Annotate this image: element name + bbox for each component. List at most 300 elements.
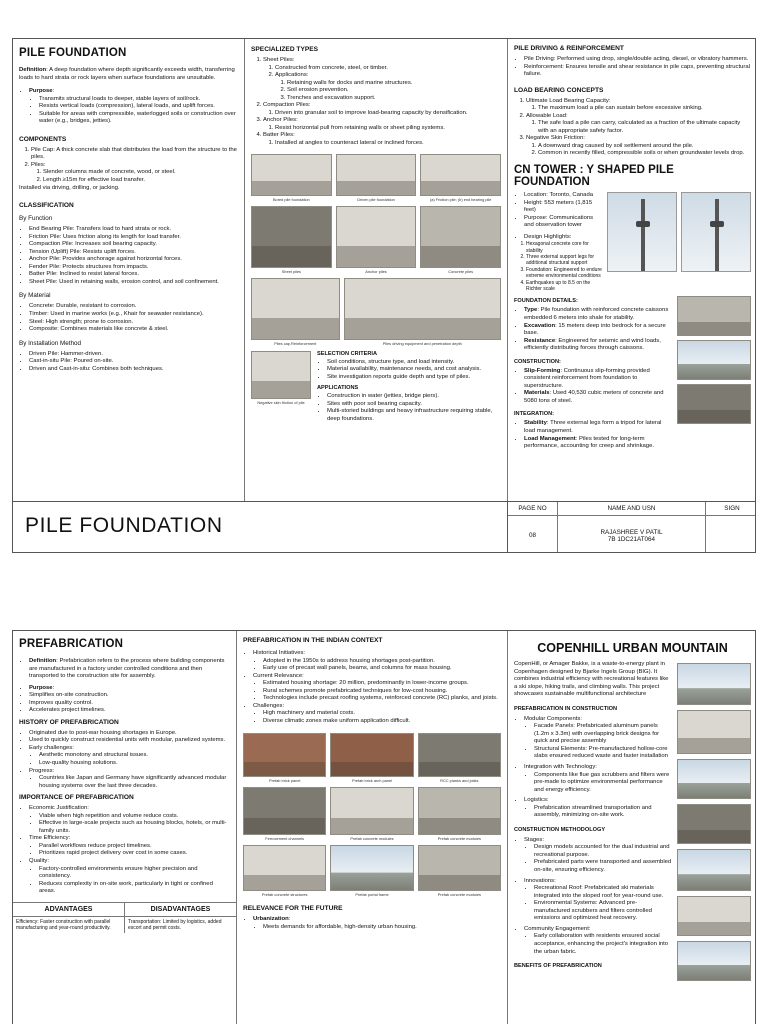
cn-tower-details <box>514 296 751 450</box>
copenhill-text <box>514 661 673 981</box>
components-list <box>19 147 238 185</box>
negative-skin-friction-image <box>251 351 311 399</box>
by-material-list <box>19 303 238 333</box>
list-item: • Originated due to post-war housing shortages in Europe. <box>29 730 230 738</box>
list-item: • Location: Toronto, Canada <box>524 192 603 200</box>
list-item: 3. Foundation: Engineered to endure extreme environmental conditions <box>526 267 603 280</box>
list-item: 1. Driven into granular soil to improve load-bearing capacity by densification. <box>275 110 501 118</box>
list-item: • Site investigation reports guide depth and type of piles. <box>327 374 501 382</box>
purpose-label: Purpose <box>29 88 53 95</box>
importance-list <box>19 805 230 896</box>
compaction-piles-label: Compaction Piles: <box>263 102 311 109</box>
tower-pod <box>710 221 724 227</box>
figure-caption: Prefab concrete modules <box>437 892 481 898</box>
sheet-piles-label: Sheet Piles: <box>263 57 295 63</box>
copenhill-exterior-photo <box>677 663 751 705</box>
figure <box>418 845 501 897</box>
figure <box>418 733 501 783</box>
list-item <box>29 745 230 768</box>
list-item <box>253 673 501 703</box>
selection-criteria-heading: SELECTION CRITERIA <box>317 350 377 357</box>
list-item: • Purpose: Communications and observation tower <box>524 215 603 230</box>
list-item: • Sites with poor soil bearing capacity. <box>327 401 501 409</box>
figure <box>418 787 501 841</box>
future-relevance-heading: RELEVANCE FOR THE FUTURE <box>243 905 343 913</box>
list-item: 1. Installed at angles to counteract lateral or inclined forces. <box>275 140 501 148</box>
list-item <box>524 420 673 435</box>
item-label: Stability <box>524 420 547 427</box>
list-item: • Rural schemes promote prefabricated techniques for low-cost housing. <box>263 688 501 696</box>
concrete-modules-photo-2 <box>418 787 501 835</box>
list-item: • Effective in large-scale projects such as housing blocks, hotels, or multi-family units. <box>39 820 230 835</box>
list-item <box>524 307 673 322</box>
figure <box>251 351 311 424</box>
foundation-details-heading: FOUNDATION DETAILS: <box>514 298 578 305</box>
list-item: • Batter Pile: Inclined to resist lateral forces. <box>29 271 238 279</box>
figure-caption: Piles driving equipment and penetration depth <box>382 340 462 346</box>
figure <box>243 733 326 783</box>
figure-caption: Prefab portal frame <box>355 892 389 898</box>
rcc-planks-photo <box>418 733 501 777</box>
list-item: • Environmental Systems: Advanced pre-manufactured scrubbers and filters controlled emissions and optimized heat recovery. <box>534 900 673 923</box>
section-diagram <box>677 896 751 936</box>
list-item: 1. Retaining walls for docks and marine structures. <box>287 80 501 88</box>
challenges-label: Challenges: <box>253 702 285 709</box>
title-block <box>13 501 756 553</box>
list-item: • Fender Pile: Protects structures from impacts. <box>29 264 238 272</box>
integration-list <box>514 420 673 450</box>
disadvantages-header: DISADVANTAGES <box>125 903 236 917</box>
prefab-column-2 <box>237 631 507 1024</box>
prefab-construction-list <box>514 716 673 820</box>
installation-note: Installed via driving, drilling, or jacking. <box>19 184 120 191</box>
list-item: • Driven Pile: Hammer-driven. <box>29 351 238 359</box>
caisson-photo <box>677 296 751 336</box>
list-item: • Resists vertical loads (compression), lateral loads, and uplift forces. <box>39 103 238 111</box>
student-name: RAJASHREE V PATIL <box>600 528 663 536</box>
concrete-piles-image <box>420 206 501 268</box>
figure <box>251 206 332 274</box>
list-item <box>29 858 230 896</box>
figure-caption: Prefab concrete structures <box>261 892 308 898</box>
student-usn: 7B 1DC21AT064 <box>607 535 656 543</box>
foundation-details-list <box>514 307 673 352</box>
integration-heading: INTEGRATION: <box>514 411 554 418</box>
list-item <box>263 132 501 147</box>
construction-list <box>514 368 673 406</box>
historical-label: Historical Initiatives: <box>253 650 306 656</box>
list-item <box>29 768 230 791</box>
list-item <box>524 716 673 761</box>
list-item: • Countries like Japan and Germany have significantly advanced modular housing systems over the last three decades. <box>39 775 230 790</box>
signature-cell <box>706 516 756 553</box>
list-item <box>263 102 501 117</box>
prefab-column-1 <box>13 631 237 1024</box>
list-item: • Parallel workflows reduce project timelines. <box>39 843 230 851</box>
selection-applications-block <box>251 351 501 424</box>
pile-photo-row-2 <box>251 206 501 274</box>
purpose-label: Purpose <box>29 684 53 691</box>
cn-tower-details-text <box>514 296 673 450</box>
list-item: • Suitable for areas with compressible, waterlogged soils or construction over water (e.g., bridges, jetties). <box>39 111 238 126</box>
list-item <box>524 338 673 353</box>
item-label: Excavation <box>524 322 556 329</box>
allowable-load-label: Allowable Load: <box>526 112 568 119</box>
item-text: : 15 meters deep into bedrock for a secure base. <box>524 322 666 337</box>
advantages-table <box>13 902 236 934</box>
figure-caption: Prefab concrete modules <box>437 836 481 842</box>
list-item: • Accelerates project timelines. <box>29 707 230 715</box>
advantages-text: Efficiency: Faster construction with parallel manufacturing and year-round productivity. <box>16 918 111 932</box>
brick-panel-photo <box>243 733 326 777</box>
negative-skin-friction-label: Negative Skin Friction: <box>526 135 585 142</box>
pile-column-3 <box>507 39 756 501</box>
ski-slope-photo <box>677 759 751 799</box>
list-item <box>524 764 673 794</box>
list-item: • Prefabrication streamlined transportation and assembly, minimizing on-site work. <box>534 805 673 820</box>
methodology-heading: CONSTRUCTION METHODOLOGY <box>514 826 606 833</box>
applications-label: Applications: <box>275 72 309 79</box>
name-usn-cell <box>558 516 706 553</box>
prefab-photo-row-3 <box>243 845 501 897</box>
list-item <box>29 805 230 835</box>
list-item: 2. Length ≥15m for effective load transfer. <box>43 177 238 185</box>
list-item: • Reduces complexity in on-site work, particularly in tight or confined areas. <box>39 881 230 896</box>
list-item: • Adopted in the 1950s to address housing shortages post-partition. <box>263 658 501 666</box>
figure <box>336 154 417 202</box>
community-label: Community Engagement: <box>524 925 591 932</box>
list-item <box>524 390 673 405</box>
list-item: • Soil conditions, structure type, and load intensity. <box>327 359 501 367</box>
pile-foundation-heading: PILE FOUNDATION <box>19 47 127 59</box>
list-item: 1. A downward drag caused by soil settlement around the pile. <box>538 143 751 151</box>
friction-pile-image <box>420 154 501 196</box>
construction-heading: CONSTRUCTION: <box>514 358 561 365</box>
cn-tower-heading: CN TOWER : Y SHAPED PILE FOUNDATION <box>514 164 674 189</box>
construction-photo <box>677 804 751 844</box>
prefabrication-heading: PREFABRICATION <box>19 638 124 650</box>
list-item: • Cast-in-situ Pile: Poured on-site. <box>29 358 238 366</box>
item-label: Materials <box>524 390 550 397</box>
list-item: • Early use of precast wall panels, beams, and columns for mass housing. <box>263 665 501 673</box>
list-item: • Recreational Roof: Prefabricated ski materials integrated into the sloped roof for year-round use. <box>534 885 673 900</box>
name-usn-label: NAME AND USN <box>558 502 706 516</box>
list-item: • Timber: Used in marine works (e.g., Khair for seawater resistance). <box>29 311 238 319</box>
copenhill-body <box>514 661 751 981</box>
applications-list <box>317 393 501 423</box>
definition-text: : Prefabrication refers to the process where building components are manufactured in a factory under controlled conditions and then transported to the construction site for assembly. <box>29 658 225 680</box>
list-item: • Viable when high repetition and volume reduce costs. <box>39 813 230 821</box>
importance-heading: IMPORTANCE OF PREFABRICATION <box>19 794 134 802</box>
load-bearing-list <box>514 98 751 158</box>
figure <box>420 206 501 274</box>
list-item: 1. Hexagonal concrete core for stability <box>526 241 603 254</box>
list-item: • Reinforcement: Ensures tensile and shear resistance in pile caps, preventing structural failure. <box>524 64 751 79</box>
list-item: • Concrete: Durable, resistant to corrosion. <box>29 303 238 311</box>
figure <box>330 845 413 897</box>
purpose-list <box>19 88 238 126</box>
load-bearing-heading: LOAD BEARING CONCEPTS <box>514 86 604 94</box>
figure <box>330 787 413 841</box>
slipform-photo <box>677 384 751 424</box>
figure-caption: Driven pile foundation <box>357 196 395 202</box>
list-item: • Improves quality control. <box>29 700 230 708</box>
history-list <box>19 730 230 790</box>
list-item: • Simplifies on-site construction. <box>29 692 230 700</box>
list-item: • Diverse climatic zones make uniform application difficult. <box>263 718 501 726</box>
list-item: • Height: 553 meters (1,815 feet) <box>524 200 603 215</box>
figure <box>330 733 413 783</box>
disadvantages-text: Transportation: Limited by logistics, added escort and permit costs. <box>128 918 222 932</box>
stages-label: Stages: <box>524 836 544 843</box>
prefab-photo-row-2 <box>243 787 501 841</box>
list-item: • Low-quality housing solutions. <box>39 760 230 768</box>
disadvantages-column <box>125 903 236 934</box>
list-item: • Estimated housing shortage: 20 million, predominantly in lower-income groups. <box>263 680 501 688</box>
list-item: • Friction Pile: Uses friction along its length for load transfer. <box>29 234 238 242</box>
tower-base-photo <box>677 340 751 380</box>
by-function-label: By Function <box>19 215 53 223</box>
list-item: 1. Pile Cap: A thick concrete slab that distributes the load from the structure to the piles. <box>31 147 238 162</box>
list-item <box>526 98 751 113</box>
list-item <box>263 57 501 102</box>
methodology-list <box>514 837 673 956</box>
list-item: • Design models accounted for the dual industrial and recreational purpose. <box>534 844 673 859</box>
item-text: : Pile foundation with reinforced concrete caissons embedded 6 meters into shale for stability. <box>524 307 669 321</box>
benefits-heading: BENEFITS OF PREFABRICATION <box>514 963 602 970</box>
progress-label: Progress: <box>29 767 55 774</box>
list-item <box>526 113 751 136</box>
figure-caption: Sheet piles <box>281 268 301 274</box>
sign-label: SIGN <box>706 502 756 516</box>
list-item <box>524 234 603 242</box>
definition-label: Definition <box>19 67 47 73</box>
list-item: • Components like flue gas scrubbers and filters were pre-made to optimize environmental performance and energy efficiency. <box>534 772 673 795</box>
figure-caption: Anchor piles <box>365 268 387 274</box>
pile-foundation-sheet <box>12 38 756 553</box>
figure <box>251 154 332 202</box>
by-installation-label: By Installation Method <box>19 339 81 347</box>
anchor-piles-label: Anchor Piles: <box>263 117 298 124</box>
list-item <box>253 703 501 726</box>
figure <box>420 154 501 202</box>
quality-label: Quality: <box>29 858 49 865</box>
list-item: 1. Constructed from concrete, steel, or timber. <box>275 65 501 73</box>
list-item: • Material availability, maintenance needs, and cost analysis. <box>327 366 501 374</box>
list-item: 2. Three external support legs for additional structural support <box>526 254 603 267</box>
list-item <box>29 658 230 681</box>
copenhill-intro: CopenHill, or Amager Bakke, is a waste-to-energy plant in Copenhagen designed by Bjarke Ingels Group (BIG). It combines industrial efficiency with recreational features like a ski slope, hiking trails, and climbing walls. This project showcases sustainable multifunctional architecture <box>514 661 669 698</box>
figure-caption: Prefab brick panel <box>268 778 301 784</box>
bored-pile-image <box>251 154 332 196</box>
list-item: 1. The maximum load a pile can sustain before excessive sinking. <box>538 105 751 113</box>
brick-arch-photo <box>330 733 413 777</box>
figure-caption: (a) Friction pile; (b) end bearing pile <box>429 196 492 202</box>
list-item <box>29 835 230 858</box>
tower-mast <box>715 199 719 271</box>
history-heading: HISTORY OF PREFABRICATION <box>19 718 119 726</box>
item-text: : Continuous slip-forming provided consistent reinforcement from foundation to superstructure. <box>524 367 650 389</box>
item-text: : Piles tested for long-term performance, accounting for creep and shrinkage. <box>524 435 654 450</box>
figure-caption: Bored pile foundation <box>272 196 310 202</box>
list-item: • End Bearing Pile: Transfers load to hard strata or rock. <box>29 226 238 234</box>
design-highlights-list <box>514 241 603 292</box>
list-item: • Transmits structural loads to deeper, stable layers of soil/rock. <box>39 96 238 104</box>
concrete-modules-photo <box>330 787 413 835</box>
tower-mast <box>641 199 645 271</box>
list-item: • Used to quickly construct residential units with modular, panelized systems. <box>29 737 230 745</box>
page-number: 08 <box>508 516 558 553</box>
figure-caption: Concrete piles <box>448 268 474 274</box>
pile-cap-reinforcement-image <box>251 278 340 340</box>
item-label: Type <box>524 307 538 314</box>
list-item <box>524 878 673 923</box>
figure <box>243 845 326 897</box>
list-item: • Aesthetic monotony and structural issues. <box>39 752 230 760</box>
specialized-types-list <box>251 57 501 148</box>
page-no-label: PAGE NO <box>508 502 558 516</box>
pile-column-1 <box>13 39 245 501</box>
list-item: 1. Slender columns made of concrete, wood, or steel. <box>43 169 238 177</box>
list-item <box>253 650 501 673</box>
urbanization-label: Urbanization <box>253 916 289 923</box>
concrete-modules-photo-3 <box>418 845 501 891</box>
figure-caption: Prefab brick arch panel <box>351 778 392 784</box>
figure-caption: Ferrocement channels <box>265 836 305 842</box>
item-text: : Engineered for seismic and wind loads, efficiently distributing forces through caissons. <box>524 337 661 352</box>
concrete-structures-photo <box>243 845 326 891</box>
figure <box>251 278 340 346</box>
ferrocement-photo <box>243 787 326 835</box>
list-item: • Technologies include precast roofing systems, reinforced concrete (RC) planks, and joists. <box>263 695 501 703</box>
prefab-photo-row-1 <box>243 733 501 783</box>
title-block-title: PILE FOUNDATION <box>25 514 223 537</box>
applications-heading: APPLICATIONS <box>317 385 359 392</box>
copenhill-photo-column <box>677 663 751 981</box>
ultimate-capacity-label: Ultimate Load Bearing Capacity: <box>526 97 611 104</box>
figure-caption: Piles cap.Reinforcement <box>274 340 317 346</box>
list-item <box>524 368 673 391</box>
early-challenges-label: Early challenges: <box>29 744 74 751</box>
cn-tower-overview <box>514 192 751 292</box>
specialized-types-heading: SPECIALIZED TYPES <box>251 46 319 53</box>
list-item: 1. The safe load a pile can carry, calculated as a fraction of the ultimate capacity with an appropriate safety factor. <box>538 120 751 135</box>
tower-pod <box>636 221 650 227</box>
list-item: • Prioritizes rapid project delivery over cost in some cases. <box>39 850 230 858</box>
item-label: Load Management <box>524 435 576 442</box>
cn-tower-photo <box>607 192 677 272</box>
prefabrication-sheet <box>12 630 756 1024</box>
prefab-intro-list <box>19 658 230 715</box>
plant-aerial-photo <box>677 849 751 891</box>
figure-caption: Prefab concrete modules <box>350 836 394 842</box>
list-item: • Tension (Uplift) Pile: Resists uplift forces. <box>29 249 238 257</box>
by-function-list <box>19 226 238 286</box>
batter-piles-label: Batter Piles: <box>263 132 295 139</box>
list-item: 4. Earthquakes up to 8.5 on the Richter scale <box>526 280 603 293</box>
rooftop-photo <box>677 941 751 981</box>
list-item: • Compaction Pile: Increases soil bearing capacity. <box>29 241 238 249</box>
list-item: • Early collaboration with residents ensured social acceptance, enhancing the project's integration into the urban fabric. <box>534 933 673 956</box>
list-item: 2. Common in recently filled, compressible soils or when groundwater levels drop. <box>538 150 751 158</box>
sheet-piles-image <box>251 206 332 268</box>
copenhill-heading: COPENHILL URBAN MOUNTAIN <box>537 641 728 655</box>
definition-text: : A deep foundation where depth significantly exceeds width, transferring loads to hard strata or rock layers when surface foundations are unsuitable. <box>19 67 235 81</box>
figure <box>243 787 326 841</box>
pile-driving-heading: PILE DRIVING & REINFORCEMENT <box>514 45 624 52</box>
list-item: 1. Resist horizontal pull from retaining walls or sheet piling systems. <box>275 125 501 133</box>
anchor-piles-image <box>336 206 417 268</box>
list-item: 2. Soil erosion prevention. <box>287 87 501 95</box>
item-text: : Used 40,530 cubic meters of concrete and 5080 tons of steel. <box>524 390 664 404</box>
list-item: • Driven and Cast-in-situ: Combines both techniques. <box>29 366 238 374</box>
list-item: • Multi-storied buildings and heavy infrastructure requiring stable, deep foundations. <box>327 408 501 423</box>
time-efficiency-label: Time Efficiency: <box>29 835 71 842</box>
selection-and-applications <box>317 351 501 424</box>
facade-panels-photo <box>677 710 751 754</box>
list-item: • Anchor Pile: Provides anchorage against horizontal forces. <box>29 256 238 264</box>
components-heading: COMPONENTS <box>19 135 67 143</box>
list-item <box>275 72 501 102</box>
pile-driving-list <box>514 56 751 79</box>
figure-caption: RCC planks and joists <box>440 778 479 784</box>
list-item: • Purpose: <box>29 685 230 693</box>
advantages-column <box>13 903 125 934</box>
piles-label: Piles: <box>31 161 46 168</box>
figure-caption: Negative skin friction of pile <box>257 399 305 405</box>
list-item: • Sheet Pile: Used in retaining walls, erosion control, and soil confinement. <box>29 279 238 287</box>
list-item <box>524 436 673 451</box>
item-label: Slip-Forming <box>524 367 561 374</box>
pile-column-2 <box>245 39 507 501</box>
prefab-construction-heading: PREFABRICATION IN CONSTRUCTION <box>514 705 618 712</box>
pile-driving-equipment-image <box>344 278 501 340</box>
classification-heading: CLASSIFICATION <box>19 202 74 210</box>
technology-label: Integration with Technology: <box>524 764 597 771</box>
driven-pile-image <box>336 154 417 196</box>
selection-criteria-list <box>317 359 501 382</box>
by-installation-list <box>19 351 238 374</box>
list-item <box>31 162 238 185</box>
by-material-label: By Material <box>19 292 51 300</box>
cn-tower-photo-column <box>677 296 751 450</box>
figure <box>344 278 501 346</box>
list-item <box>524 323 673 338</box>
list-item: 3. Trenches and excavation support. <box>287 95 501 103</box>
current-relevance-label: Current Relevance: <box>253 672 304 679</box>
list-item: • Factory-controlled environments ensure higher precision and consistency. <box>39 866 230 881</box>
list-item <box>526 135 751 158</box>
future-relevance-list <box>243 916 501 931</box>
list-item: • Steel: High strength; prone to corrosion. <box>29 319 238 327</box>
advantages-header: ADVANTAGES <box>13 903 124 917</box>
list-item: • Pile Driving: Performed using drop, single/double acting, diesel, or vibratory hammers. <box>524 56 751 64</box>
list-item: • Composite: Combines materials like concrete & steel. <box>29 326 238 334</box>
design-highlights-label: Design Highlights: <box>524 233 572 240</box>
list-item <box>524 837 673 875</box>
cn-tower-info <box>514 192 603 292</box>
item-text: : Three external legs form a tripod for lateral load management. <box>524 420 662 434</box>
definition-paragraph <box>19 67 238 82</box>
list-item <box>524 926 673 956</box>
pile-diagram-row-1 <box>251 154 501 202</box>
cn-tower-skyline-photo <box>681 192 751 272</box>
innovations-label: Innovations: <box>524 877 556 884</box>
list-item: • Structural Elements: Pre-manufactured hollow-core slabs ensured reduced waste and faster installation <box>534 746 673 761</box>
figure <box>336 206 417 274</box>
indian-context-heading: PREFABRICATION IN THE INDIAN CONTEXT <box>243 637 383 644</box>
list-item: • Prefabricated parts were transported and assembled on-site, ensuring efficiency. <box>534 859 673 874</box>
